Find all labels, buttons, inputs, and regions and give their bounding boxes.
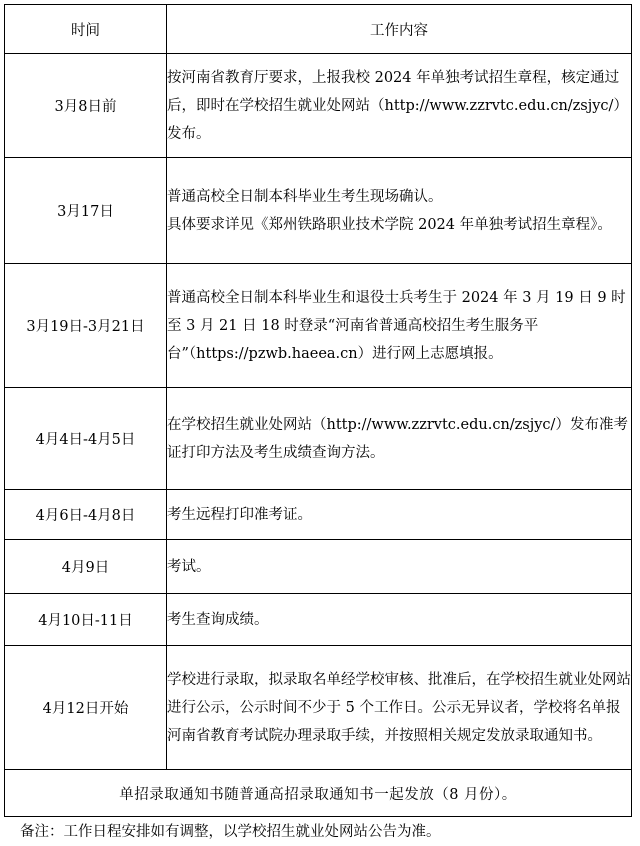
row-content-text: 在学校招生就业处网站（http://www.zzrvtc.edu.cn/zsjyc/）发布准考证打印方法及考生成绩查询方法。	[167, 416, 628, 461]
table-row	[5, 54, 632, 158]
table-row	[5, 388, 632, 490]
schedule-table	[4, 4, 632, 817]
table-row	[5, 490, 632, 540]
row-content-text: 按河南省教育厅要求，上报我校 2024 年单独考试招生章程，核定通过后，即时在学校招生就业处网站（http://www.zzrvtc.edu.cn/zsjyc/）发布。	[167, 69, 628, 142]
row-time: 4月12日开始	[5, 646, 167, 770]
row-content	[167, 490, 632, 540]
row-content	[167, 158, 632, 264]
header-time: 时间	[5, 5, 167, 54]
row-content-text: 考生远程打印准考证。	[167, 506, 312, 523]
row-content-text: 考生查询成绩。	[167, 611, 269, 628]
footer-text: 单招录取通知书随普通高招录取通知书一起发放（8 月份）。	[5, 770, 632, 817]
row-content-text: 学校进行录取，拟录取名单经学校审核、批准后，在学校招生就业处网站进行公示，公示时间不少于 5 个工作日。公示无异议者，学校将名单报河南省教育考试院办理录取手续，并按照相关规定发放录取通知书。	[167, 671, 631, 744]
row-content	[167, 264, 632, 388]
row-content-text: 考试。	[167, 558, 211, 575]
row-time: 3月19日-3月21日	[5, 264, 167, 388]
row-content	[167, 54, 632, 158]
table-row	[5, 540, 632, 594]
header-content: 工作内容	[167, 5, 632, 54]
row-content	[167, 594, 632, 646]
row-time: 4月4日-4月5日	[5, 388, 167, 490]
row-content-text: 普通高校全日制本科毕业生考生现场确认。	[167, 188, 443, 205]
footer-row	[5, 770, 632, 817]
row-time: 3月8日前	[5, 54, 167, 158]
row-content-text: 具体要求详见《郑州铁路职业技术学院 2024 年单独考试招生章程》。	[167, 216, 612, 233]
row-content	[167, 540, 632, 594]
row-time: 4月9日	[5, 540, 167, 594]
note-text: 备注：工作日程安排如有调整，以学校招生就业处网站公告为准。	[20, 824, 441, 840]
table-row	[5, 158, 632, 264]
row-time: 4月6日-4月8日	[5, 490, 167, 540]
row-time: 4月10日-11日	[5, 594, 167, 646]
row-content-text: 普通高校全日制本科毕业生和退役士兵考生于 2024 年 3 月 19 日 9 时至 3 月 21 日 18 时登录“河南省普通高校招生考生服务平台”（https://pzwb.haeea.cn）进行网上志愿填报。	[167, 289, 626, 362]
row-time: 3月17日	[5, 158, 167, 264]
row-content	[167, 388, 632, 490]
table-row	[5, 594, 632, 646]
table-row	[5, 646, 632, 770]
table-row	[5, 264, 632, 388]
header-row	[5, 5, 632, 54]
row-content	[167, 646, 632, 770]
